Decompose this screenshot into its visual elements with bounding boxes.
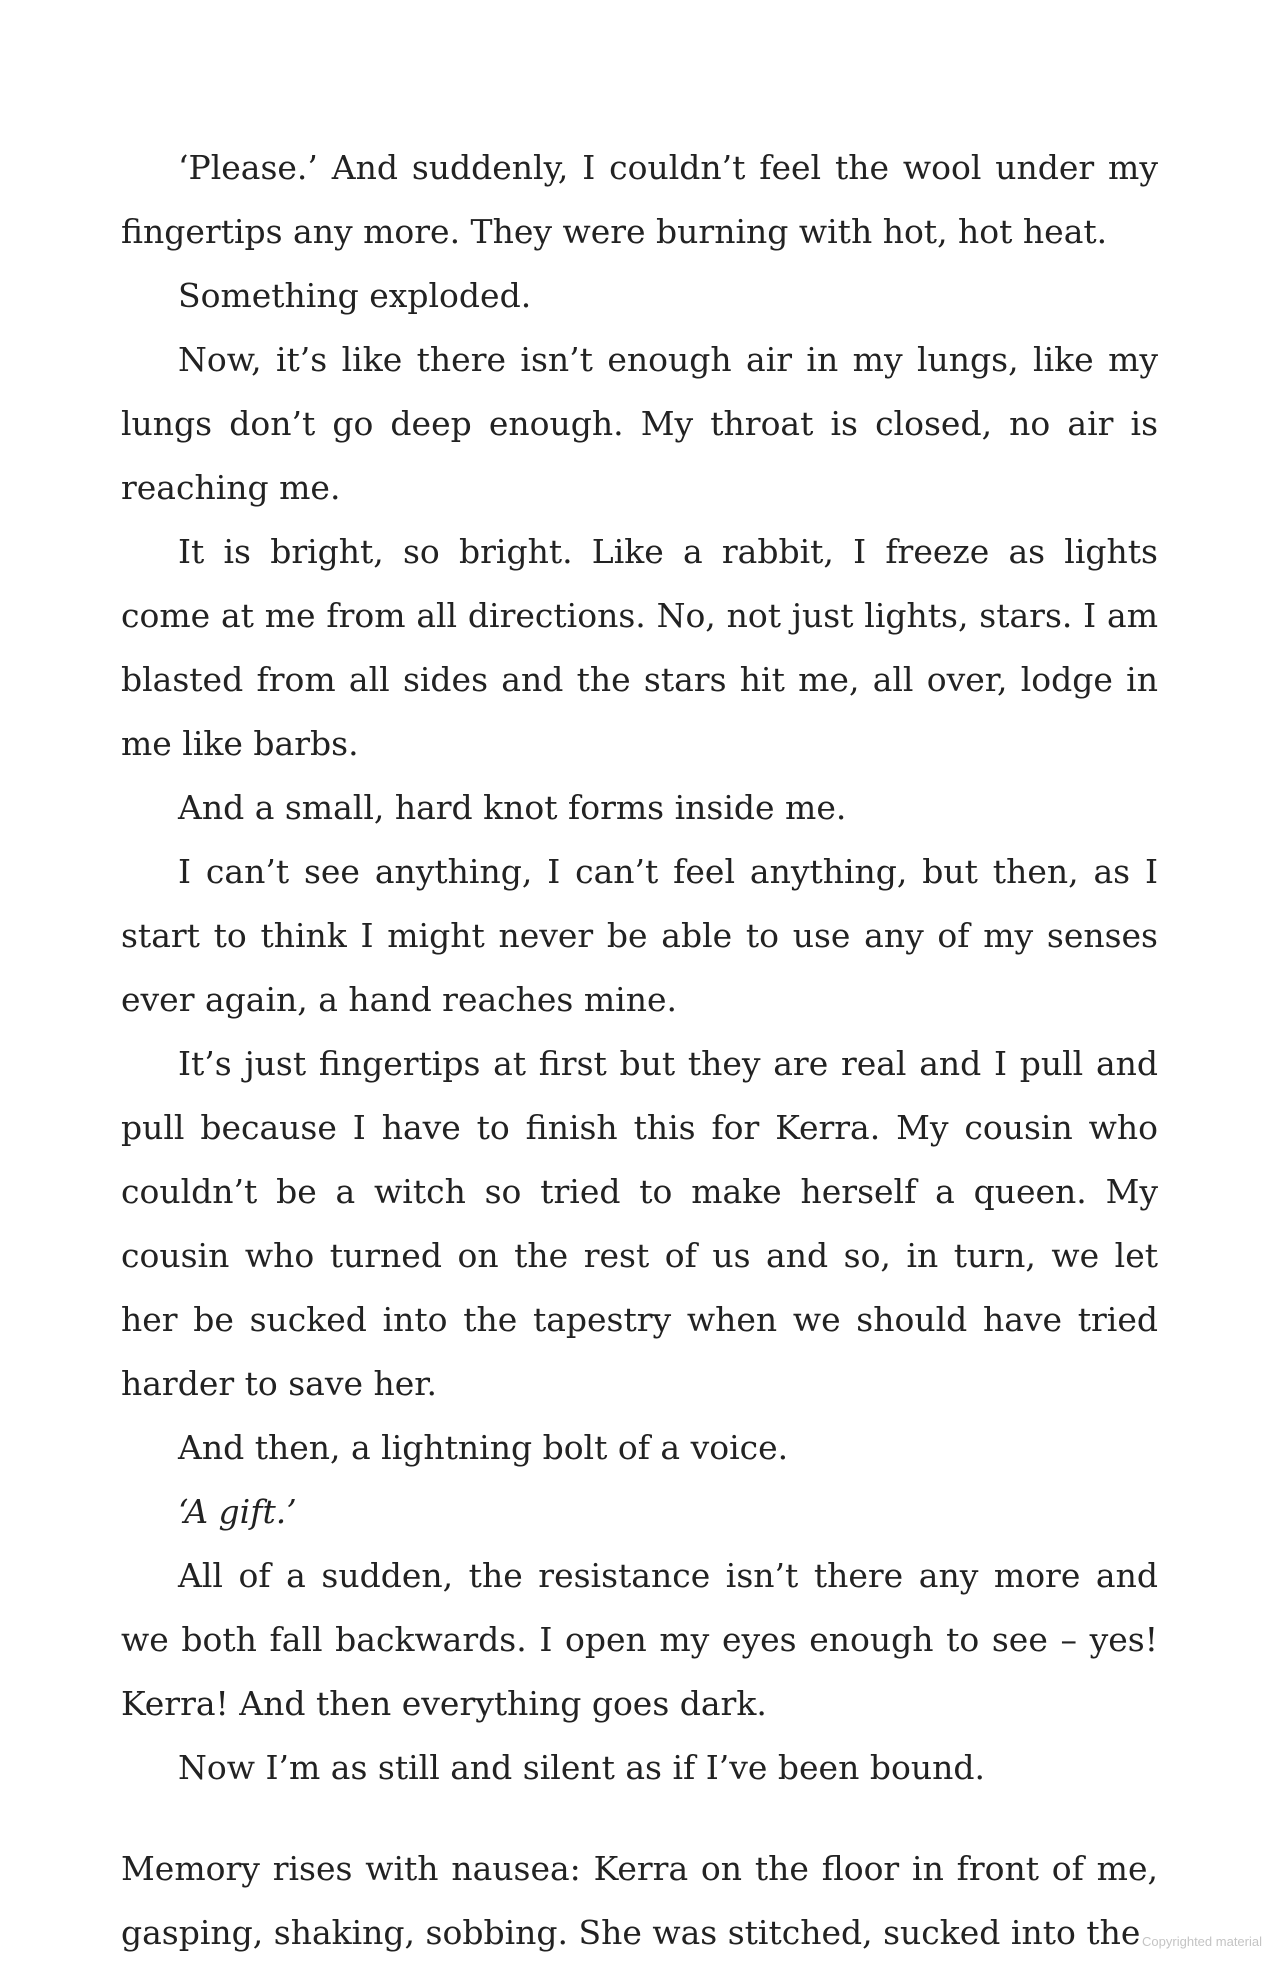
paragraph-7: It’s just fingertips at first but they are real and I pull and pull because I have to finish this for Kerra. My cousin who couldn’t be a witch so tried to make herself a queen. My cousin who turned on the rest of us and so, in turn, we let her be sucked into the tapestry when we should have tried harder to save her. (121, 1044, 1158, 1403)
section-break (121, 1800, 1158, 1837)
paragraph-4: It is bright, so bright. Like a rabbit, I freeze as lights come at me from all directions. No, not just lights, stars. I am blasted from all sides and the stars hit me, all over, lodge in me like barbs. (121, 532, 1158, 763)
paragraph-11: Now I’m as still and silent as if I’ve been bound. (178, 1748, 985, 1787)
paragraph-3: Now, it’s like there isn’t enough air in my lungs, like my lungs don’t go deep enough. My throat is closed, no air is reaching me. (121, 340, 1158, 507)
paragraph-6: I can’t see anything, I can’t feel anything, but then, as I start to think I might never be able to use any of my senses ever again, a hand reaches mine. (121, 852, 1158, 1019)
copyright-watermark: Copyrighted material (1142, 1934, 1262, 1949)
paragraph-section-start: Memory rises with nausea: Kerra on the floor in front of me, gasping, shaking, sobbing. She was stitched, sucked into the (121, 1849, 1158, 1952)
paragraph-10: All of a sudden, the resistance isn’t there any more and we both fall backwards. I open my eyes enough to see – yes! Kerra! And then everything goes dark. (121, 1556, 1158, 1723)
paragraph-1: ‘Please.’ And suddenly, I couldn’t feel the wool under my fingertips any more. They were burning with hot, hot heat. (121, 148, 1158, 251)
page-body (121, 136, 1158, 1965)
paragraph-2: Something exploded. (178, 276, 532, 315)
paragraph-5: And a small, hard knot forms inside me. (178, 788, 847, 827)
paragraph-9-italic-quote: ‘A gift.’ (178, 1492, 297, 1531)
paragraph-8: And then, a lightning bolt of a voice. (178, 1428, 789, 1467)
